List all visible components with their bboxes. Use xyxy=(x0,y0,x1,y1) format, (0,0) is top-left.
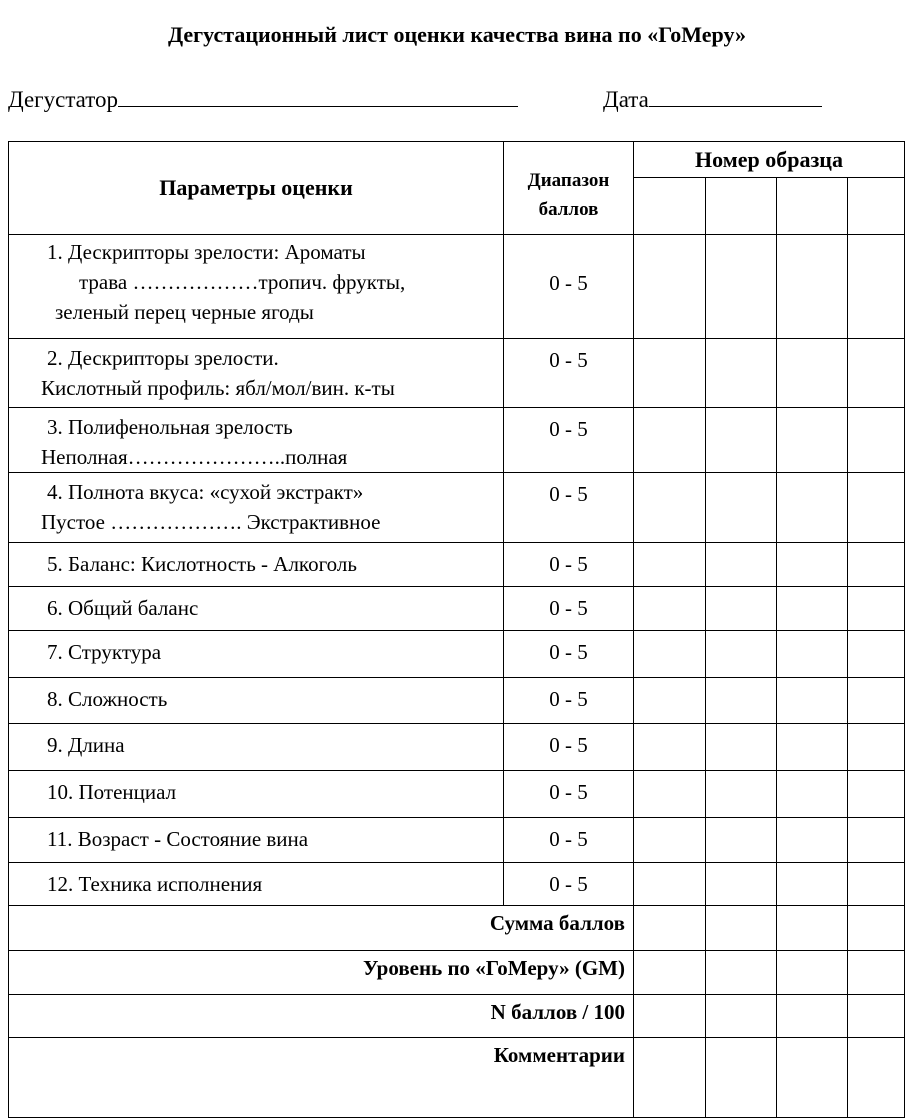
sample-score-cell[interactable] xyxy=(848,408,905,473)
summary-row xyxy=(9,995,905,1038)
sample-score-cell[interactable] xyxy=(706,408,777,473)
score-range: 0 - 5 xyxy=(504,631,634,678)
sample-score-cell[interactable] xyxy=(634,587,706,631)
sample-summary-cell[interactable] xyxy=(634,951,706,995)
sample-score-cell[interactable] xyxy=(848,724,905,771)
sample-score-cell[interactable] xyxy=(706,818,777,863)
sample-summary-cell[interactable] xyxy=(706,906,777,951)
score-range: 0 - 5 xyxy=(504,473,634,543)
criterion-row xyxy=(9,631,905,678)
sample-score-cell[interactable] xyxy=(777,408,848,473)
sample-score-cell[interactable] xyxy=(777,771,848,818)
criterion-label: 11. Возраст - Состояние вина xyxy=(9,818,504,863)
sample-score-cell[interactable] xyxy=(777,818,848,863)
sample-score-cell[interactable] xyxy=(706,724,777,771)
sample-score-cell[interactable] xyxy=(777,235,848,339)
criterion-row xyxy=(9,678,905,724)
taster-label: Дегустатор xyxy=(8,87,119,112)
criterion-label: 12. Техника исполнения xyxy=(9,863,504,906)
sample-score-cell[interactable] xyxy=(634,818,706,863)
sample-score-cell[interactable] xyxy=(777,724,848,771)
criterion-label: 10. Потенциал xyxy=(9,771,504,818)
document-title: Дегустационный лист оценки качества вина по «ГоМеру» xyxy=(168,22,746,47)
score-range: 0 - 5 xyxy=(504,543,634,587)
score-range: 0 - 5 xyxy=(504,863,634,906)
criterion-label: 9. Длина xyxy=(9,724,504,771)
summary-label: Уровень по «ГоМеру» (GM) xyxy=(9,951,634,995)
criterion-row xyxy=(9,339,905,408)
score-range: 0 - 5 xyxy=(504,408,634,473)
criterion-label: 8. Сложность xyxy=(9,678,504,724)
sample-score-cell[interactable] xyxy=(706,863,777,906)
sample-score-cell[interactable] xyxy=(706,631,777,678)
sample-score-cell[interactable] xyxy=(777,587,848,631)
sample-score-cell[interactable] xyxy=(634,543,706,587)
criterion-row xyxy=(9,473,905,543)
summary-row xyxy=(9,906,905,951)
sample-summary-cell[interactable] xyxy=(777,906,848,951)
score-range: 0 - 5 xyxy=(504,587,634,631)
sample-summary-cell[interactable] xyxy=(848,995,905,1038)
sample-score-cell[interactable] xyxy=(706,543,777,587)
range-header: Диапазон баллов xyxy=(504,142,634,235)
sample-score-cell[interactable] xyxy=(848,818,905,863)
sample-summary-cell[interactable] xyxy=(848,906,905,951)
sample-score-cell[interactable] xyxy=(848,631,905,678)
criterion-row xyxy=(9,587,905,631)
summary-row xyxy=(9,951,905,995)
sample-score-cell[interactable] xyxy=(848,863,905,906)
sample-summary-cell[interactable] xyxy=(634,906,706,951)
summary-label: Сумма баллов xyxy=(9,906,634,951)
criterion-label: 5. Баланс: Кислотность - Алкоголь xyxy=(9,543,504,587)
sample-score-cell[interactable] xyxy=(848,339,905,408)
sample-score-cell[interactable] xyxy=(706,235,777,339)
date-field[interactable] xyxy=(603,84,822,113)
score-range: 0 - 5 xyxy=(504,818,634,863)
sample-score-cell[interactable] xyxy=(777,473,848,543)
criterion-row xyxy=(9,771,905,818)
criterion-row xyxy=(9,863,905,906)
sample-score-cell[interactable] xyxy=(634,408,706,473)
score-range: 0 - 5 xyxy=(504,724,634,771)
criterion-row xyxy=(9,235,905,339)
criterion-label: 4. Полнота вкуса: «сухой экстракт» Пустое ………………. Экстрактивное xyxy=(9,473,504,543)
taster-field[interactable] xyxy=(8,84,518,113)
sample-summary-cell[interactable] xyxy=(777,995,848,1038)
sample-score-cell[interactable] xyxy=(634,339,706,408)
sample-score-cell[interactable] xyxy=(848,678,905,724)
sample-score-cell[interactable] xyxy=(706,771,777,818)
sample-score-cell[interactable] xyxy=(634,863,706,906)
params-header: Параметры оценки xyxy=(9,142,504,235)
sample-summary-cell[interactable] xyxy=(848,951,905,995)
criterion-row xyxy=(9,543,905,587)
samples-header: Номер образца xyxy=(634,142,905,178)
criterion-label: 7. Структура xyxy=(9,631,504,678)
criterion-row xyxy=(9,408,905,473)
sample-score-cell[interactable] xyxy=(706,473,777,543)
score-range: 0 - 5 xyxy=(504,235,634,339)
sample-score-cell[interactable] xyxy=(848,473,905,543)
criterion-row xyxy=(9,724,905,771)
score-range: 0 - 5 xyxy=(504,678,634,724)
sample-score-cell[interactable] xyxy=(777,631,848,678)
criterion-label: 6. Общий баланс xyxy=(9,587,504,631)
criterion-label: 1. Дескрипторы зрелости: Ароматы трава ………………тропич. фрукты, зеленый перец черные ягоды xyxy=(9,235,504,339)
criterion-label: 3. Полифенольная зрелость Неполная…………………..полная xyxy=(9,408,504,473)
criterion-label: 2. Дескрипторы зрелости. Кислотный профиль: ябл/мол/вин. к-ты xyxy=(9,339,504,408)
summary-label: Комментарии xyxy=(9,1038,634,1118)
summary-label: N баллов / 100 xyxy=(9,995,634,1038)
sample-summary-cell[interactable] xyxy=(634,995,706,1038)
sample-score-cell[interactable] xyxy=(848,235,905,339)
sample-score-cell[interactable] xyxy=(706,587,777,631)
sample-score-cell[interactable] xyxy=(634,631,706,678)
criterion-row xyxy=(9,818,905,863)
sample-summary-cell[interactable] xyxy=(706,995,777,1038)
date-label: Дата xyxy=(603,87,649,112)
sample-score-cell[interactable] xyxy=(634,473,706,543)
sample-score-cell[interactable] xyxy=(848,587,905,631)
sample-score-cell[interactable] xyxy=(634,235,706,339)
sample-summary-cell[interactable] xyxy=(706,951,777,995)
sample-score-cell[interactable] xyxy=(706,678,777,724)
score-range: 0 - 5 xyxy=(504,771,634,818)
sample-score-cell[interactable] xyxy=(777,543,848,587)
sample-score-cell[interactable] xyxy=(777,678,848,724)
sample-summary-cell[interactable] xyxy=(777,951,848,995)
sample-score-cell[interactable] xyxy=(777,339,848,408)
sample-score-cell[interactable] xyxy=(777,863,848,906)
sample-score-cell[interactable] xyxy=(634,724,706,771)
sample-score-cell[interactable] xyxy=(706,339,777,408)
tasting-table xyxy=(8,141,905,1118)
score-range: 0 - 5 xyxy=(504,339,634,408)
sample-score-cell[interactable] xyxy=(848,771,905,818)
sample-score-cell[interactable] xyxy=(848,543,905,587)
sample-score-cell[interactable] xyxy=(634,771,706,818)
sample-score-cell[interactable] xyxy=(634,678,706,724)
